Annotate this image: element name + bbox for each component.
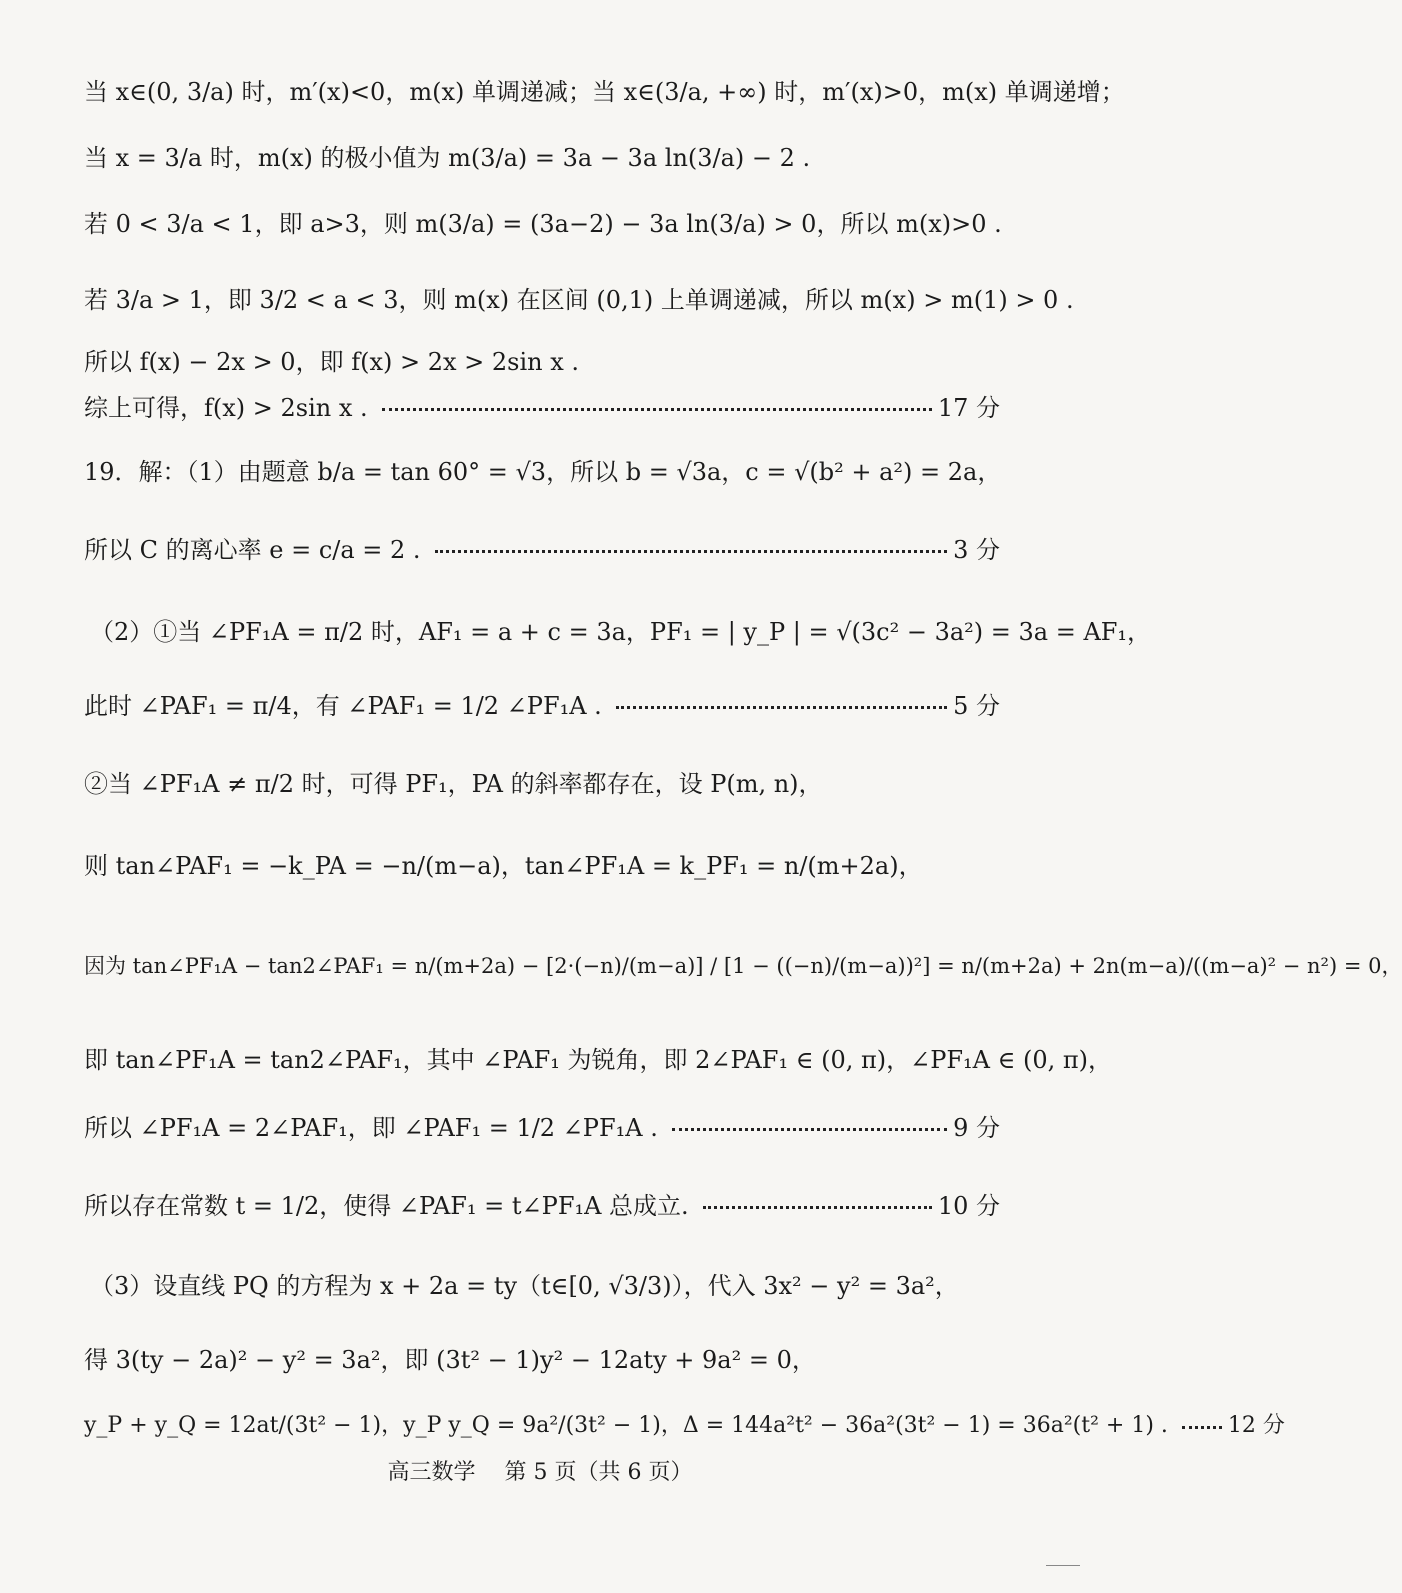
page-footer: 高三数学 第 5 页（共 6 页） bbox=[387, 1460, 693, 1485]
line-11-text: ②当 ∠PF₁A ≠ π/2 时，可得 PF₁，PA 的斜率都存在，设 P(m, n)， bbox=[84, 770, 823, 798]
line-14 bbox=[84, 1040, 1113, 1075]
line-15 bbox=[84, 1108, 1000, 1143]
line-5-text: 所以 f(x) − 2x > 0，即 f(x) > 2x > 2sin x . bbox=[84, 348, 580, 376]
line-11 bbox=[84, 764, 1000, 799]
line-12-text: 则 tan∠PAF₁ = −k_PA = −n/(m−a)，tan∠PF₁A = k_PF₁ = n/(m+2a)， bbox=[84, 852, 923, 880]
line-6 bbox=[84, 388, 1000, 423]
line-17-text: （3）设直线 PQ 的方程为 x + 2a = ty（t∈[0, √3/3)），代入 3x² − y² = 3a²， bbox=[90, 1272, 959, 1300]
line-18-text: 得 3(ty − 2a)² − y² = 3a²，即 (3t² − 1)y² − 12aty + 9a² = 0， bbox=[84, 1346, 816, 1374]
score-12: 12 分 bbox=[1227, 1413, 1285, 1438]
line-10 bbox=[84, 686, 1000, 721]
line-5 bbox=[84, 342, 1000, 377]
score-5: 5 分 bbox=[953, 692, 1000, 720]
line-17 bbox=[90, 1266, 1000, 1301]
line-14-text: 即 tan∠PF₁A = tan2∠PAF₁，其中 ∠PAF₁ 为锐角，即 2∠PAF₁ ∈ (0, π)，∠PF₁A ∈ (0, π)， bbox=[84, 1046, 1113, 1074]
score-leader-dots bbox=[703, 1206, 932, 1209]
line-2 bbox=[84, 138, 1000, 173]
score-leader-dots bbox=[435, 550, 948, 553]
line-10-text: 此时 ∠PAF₁ = π/4，有 ∠PAF₁ = 1/2 ∠PF₁A . bbox=[84, 692, 602, 720]
line-16-text: 所以存在常数 t = 1/2，使得 ∠PAF₁ = t∠PF₁A 总成立. bbox=[84, 1192, 689, 1220]
line-19-text: y_P + y_Q = 12at/(3t² − 1)，y_P y_Q = 9a²/(3t² − 1)，Δ = 144a²t² − 36a²(3t² − 1) = 36a²(t² + 1) . bbox=[84, 1413, 1168, 1438]
line-3 bbox=[84, 204, 1000, 239]
score-17: 17 分 bbox=[937, 394, 1000, 422]
score-leader-dots bbox=[616, 706, 947, 709]
line-9 bbox=[90, 612, 1152, 647]
corner-rule bbox=[1046, 1565, 1080, 1566]
line-19 bbox=[84, 1408, 1285, 1439]
line-2-text: 当 x = 3/a 时，m(x) 的极小值为 m(3/a) = 3a − 3a ln(3/a) − 2 . bbox=[84, 144, 811, 172]
score-9: 9 分 bbox=[953, 1114, 1000, 1142]
line-7 bbox=[84, 452, 1000, 487]
line-1 bbox=[84, 72, 1125, 107]
line-18 bbox=[84, 1340, 1000, 1375]
score-leader-dots bbox=[672, 1128, 947, 1131]
line-9-text: （2）①当 ∠PF₁A = π/2 时，AF₁ = a + c = 3a，PF₁ = | y_P | = √(3c² − 3a²) = 3a = AF₁， bbox=[90, 618, 1152, 646]
line-6-text: 综上可得，f(x) > 2sin x . bbox=[84, 394, 368, 422]
line-4 bbox=[84, 280, 1074, 315]
line-8 bbox=[84, 530, 1000, 565]
line-12 bbox=[84, 846, 1000, 881]
line-3-text: 若 0 < 3/a < 1，即 a>3，则 m(3/a) = (3a−2) − 3a ln(3/a) > 0，所以 m(x)>0 . bbox=[84, 210, 1002, 238]
line-13 bbox=[84, 950, 1402, 980]
score-10: 10 分 bbox=[937, 1192, 1000, 1220]
score-leader-dots bbox=[382, 408, 932, 411]
line-1-text: 当 x∈(0, 3/a) 时，m′(x)<0，m(x) 单调递减；当 x∈(3/a, +∞) 时，m′(x)>0，m(x) 单调递增； bbox=[84, 78, 1125, 106]
line-15-text: 所以 ∠PF₁A = 2∠PAF₁，即 ∠PAF₁ = 1/2 ∠PF₁A . bbox=[84, 1114, 658, 1142]
score-3: 3 分 bbox=[953, 536, 1000, 564]
line-4-text: 若 3/a > 1，即 3/2 < a < 3，则 m(x) 在区间 (0,1) 上单调递减，所以 m(x) > m(1) > 0 . bbox=[84, 286, 1074, 314]
line-16 bbox=[84, 1186, 1000, 1221]
score-leader-dots bbox=[1182, 1426, 1222, 1429]
line-7-text: 19．解：（1）由题意 b/a = tan 60° = √3，所以 b = √3a，c = √(b² + a²) = 2a， bbox=[84, 458, 1002, 486]
line-13-text: 因为 tan∠PF₁A − tan2∠PAF₁ = n/(m+2a) − [2·(−n)/(m−a)] / [1 − ((−n)/(m−a))²] = n/(m+2a) + 2n(m−a)/((m−a)² − n²) = 0， bbox=[84, 954, 1402, 978]
line-8-text: 所以 C 的离心率 e = c/a = 2 . bbox=[84, 536, 421, 564]
